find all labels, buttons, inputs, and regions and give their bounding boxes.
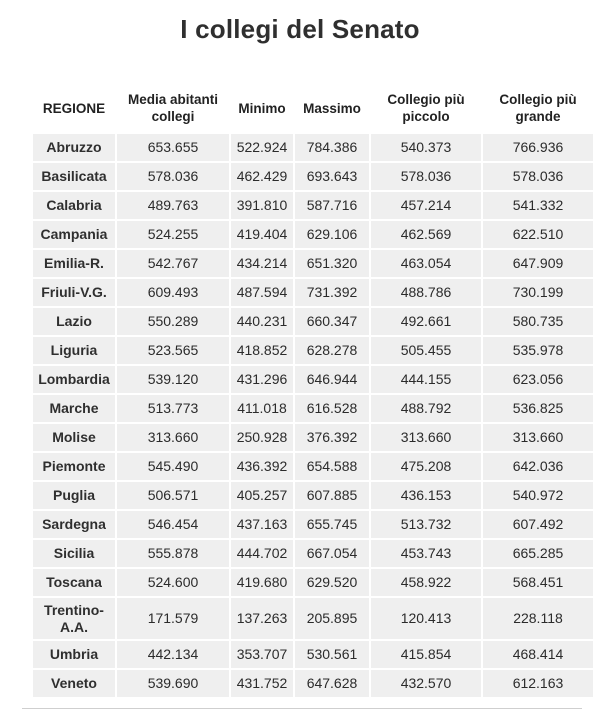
piu-grande-cell: 647.909 (483, 250, 593, 277)
massimo-cell: 651.320 (295, 250, 369, 277)
minimo-cell: 250.928 (231, 424, 293, 451)
region-cell: Sardegna (33, 511, 115, 538)
piu-piccolo-cell: 540.373 (371, 134, 481, 161)
table-row (33, 641, 593, 668)
region-cell: Piemonte (33, 453, 115, 480)
bottom-divider (22, 708, 582, 709)
table-row (33, 366, 593, 393)
massimo-cell: 607.885 (295, 482, 369, 509)
column-header-piu-grande: Collegio più grande (499, 92, 577, 124)
piu-grande-cell: 580.735 (483, 308, 593, 335)
table-row (33, 221, 593, 248)
table-row (33, 482, 593, 509)
region-cell: Marche (33, 395, 115, 422)
media-cell: 523.565 (117, 337, 229, 364)
media-cell: 555.878 (117, 540, 229, 567)
media-cell: 313.660 (117, 424, 229, 451)
table-row (33, 424, 593, 451)
media-cell: 513.773 (117, 395, 229, 422)
piu-piccolo-cell: 453.743 (371, 540, 481, 567)
region-cell: Molise (33, 424, 115, 451)
media-cell: 171.579 (117, 598, 229, 639)
media-cell: 550.289 (117, 308, 229, 335)
piu-piccolo-cell: 505.455 (371, 337, 481, 364)
table-row (33, 163, 593, 190)
column-header-media: Media abitanti collegi (127, 92, 218, 124)
massimo-cell: 655.745 (295, 511, 369, 538)
piu-grande-cell: 665.285 (483, 540, 593, 567)
minimo-cell: 419.404 (231, 221, 293, 248)
minimo-cell: 440.231 (231, 308, 293, 335)
massimo-cell: 660.347 (295, 308, 369, 335)
table-body (33, 134, 593, 697)
media-cell: 489.763 (117, 192, 229, 219)
massimo-cell: 667.054 (295, 540, 369, 567)
media-cell: 524.255 (117, 221, 229, 248)
massimo-cell: 629.520 (295, 569, 369, 596)
region-cell: Veneto (33, 670, 115, 697)
massimo-cell: 629.106 (295, 221, 369, 248)
region-cell: Trentino-A.A. (33, 598, 115, 639)
column-header-piu-piccolo: Collegio più piccolo (387, 92, 465, 124)
piu-piccolo-cell: 463.054 (371, 250, 481, 277)
table-row (33, 395, 593, 422)
piu-piccolo-cell: 432.570 (371, 670, 481, 697)
column-header-massimo: Massimo (303, 100, 361, 116)
minimo-cell: 444.702 (231, 540, 293, 567)
minimo-cell: 405.257 (231, 482, 293, 509)
massimo-cell: 530.561 (295, 641, 369, 668)
piu-grande-cell: 228.118 (483, 598, 593, 639)
minimo-cell: 431.296 (231, 366, 293, 393)
minimo-cell: 418.852 (231, 337, 293, 364)
piu-grande-cell: 540.972 (483, 482, 593, 509)
region-cell: Umbria (33, 641, 115, 668)
massimo-cell: 616.528 (295, 395, 369, 422)
table-row (33, 250, 593, 277)
column-header-minimo: Minimo (238, 100, 286, 116)
region-cell: Emilia-R. (33, 250, 115, 277)
massimo-cell: 693.643 (295, 163, 369, 190)
piu-piccolo-cell: 415.854 (371, 641, 481, 668)
region-cell: Abruzzo (33, 134, 115, 161)
piu-grande-cell: 612.163 (483, 670, 593, 697)
media-cell: 506.571 (117, 482, 229, 509)
region-cell: Sicilia (33, 540, 115, 567)
minimo-cell: 353.707 (231, 641, 293, 668)
table-row (33, 279, 593, 306)
table-row (33, 540, 593, 567)
piu-grande-cell: 607.492 (483, 511, 593, 538)
piu-piccolo-cell: 578.036 (371, 163, 481, 190)
senate-colleges-table (31, 82, 595, 699)
piu-piccolo-cell: 436.153 (371, 482, 481, 509)
piu-grande-cell: 730.199 (483, 279, 593, 306)
massimo-cell: 376.392 (295, 424, 369, 451)
piu-grande-cell: 622.510 (483, 221, 593, 248)
piu-piccolo-cell: 475.208 (371, 453, 481, 480)
table-row (33, 511, 593, 538)
piu-grande-cell: 766.936 (483, 134, 593, 161)
minimo-cell: 437.163 (231, 511, 293, 538)
massimo-cell: 784.386 (295, 134, 369, 161)
minimo-cell: 436.392 (231, 453, 293, 480)
media-cell: 653.655 (117, 134, 229, 161)
piu-grande-cell: 535.978 (483, 337, 593, 364)
massimo-cell: 731.392 (295, 279, 369, 306)
minimo-cell: 462.429 (231, 163, 293, 190)
massimo-cell: 205.895 (295, 598, 369, 639)
region-cell: Calabria (33, 192, 115, 219)
region-cell: Basilicata (33, 163, 115, 190)
piu-grande-cell: 541.332 (483, 192, 593, 219)
piu-grande-cell: 623.056 (483, 366, 593, 393)
massimo-cell: 654.588 (295, 453, 369, 480)
massimo-cell: 647.628 (295, 670, 369, 697)
minimo-cell: 411.018 (231, 395, 293, 422)
region-cell: Puglia (33, 482, 115, 509)
media-cell: 545.490 (117, 453, 229, 480)
media-cell: 539.690 (117, 670, 229, 697)
piu-piccolo-cell: 458.922 (371, 569, 481, 596)
region-cell: Campania (33, 221, 115, 248)
region-cell: Lombardia (33, 366, 115, 393)
piu-piccolo-cell: 444.155 (371, 366, 481, 393)
minimo-cell: 434.214 (231, 250, 293, 277)
media-cell: 546.454 (117, 511, 229, 538)
table-row (33, 134, 593, 161)
region-cell: Lazio (33, 308, 115, 335)
table-row (33, 670, 593, 697)
piu-piccolo-cell: 120.413 (371, 598, 481, 639)
massimo-cell: 628.278 (295, 337, 369, 364)
piu-piccolo-cell: 462.569 (371, 221, 481, 248)
minimo-cell: 522.924 (231, 134, 293, 161)
media-cell: 539.120 (117, 366, 229, 393)
minimo-cell: 419.680 (231, 569, 293, 596)
piu-grande-cell: 313.660 (483, 424, 593, 451)
column-header-regione: REGIONE (42, 100, 106, 116)
massimo-cell: 646.944 (295, 366, 369, 393)
minimo-cell: 431.752 (231, 670, 293, 697)
piu-grande-cell: 578.036 (483, 163, 593, 190)
piu-grande-cell: 568.451 (483, 569, 593, 596)
page-title: I collegi del Senato (180, 14, 420, 44)
media-cell: 578.036 (117, 163, 229, 190)
region-cell: Friuli-V.G. (33, 279, 115, 306)
region-cell: Liguria (33, 337, 115, 364)
media-cell: 609.493 (117, 279, 229, 306)
massimo-cell: 587.716 (295, 192, 369, 219)
piu-piccolo-cell: 457.214 (371, 192, 481, 219)
piu-grande-cell: 536.825 (483, 395, 593, 422)
table-row (33, 453, 593, 480)
table-row (33, 569, 593, 596)
piu-piccolo-cell: 488.786 (371, 279, 481, 306)
minimo-cell: 137.263 (231, 598, 293, 639)
piu-grande-cell: 642.036 (483, 453, 593, 480)
table-row (33, 308, 593, 335)
minimo-cell: 391.810 (231, 192, 293, 219)
table-row (33, 598, 593, 639)
piu-piccolo-cell: 492.661 (371, 308, 481, 335)
media-cell: 442.134 (117, 641, 229, 668)
table-row (33, 337, 593, 364)
region-cell: Toscana (33, 569, 115, 596)
minimo-cell: 487.594 (231, 279, 293, 306)
piu-piccolo-cell: 488.792 (371, 395, 481, 422)
table-header-row (33, 84, 593, 132)
media-cell: 542.767 (117, 250, 229, 277)
media-cell: 524.600 (117, 569, 229, 596)
piu-piccolo-cell: 313.660 (371, 424, 481, 451)
table-row (33, 192, 593, 219)
piu-grande-cell: 468.414 (483, 641, 593, 668)
piu-piccolo-cell: 513.732 (371, 511, 481, 538)
